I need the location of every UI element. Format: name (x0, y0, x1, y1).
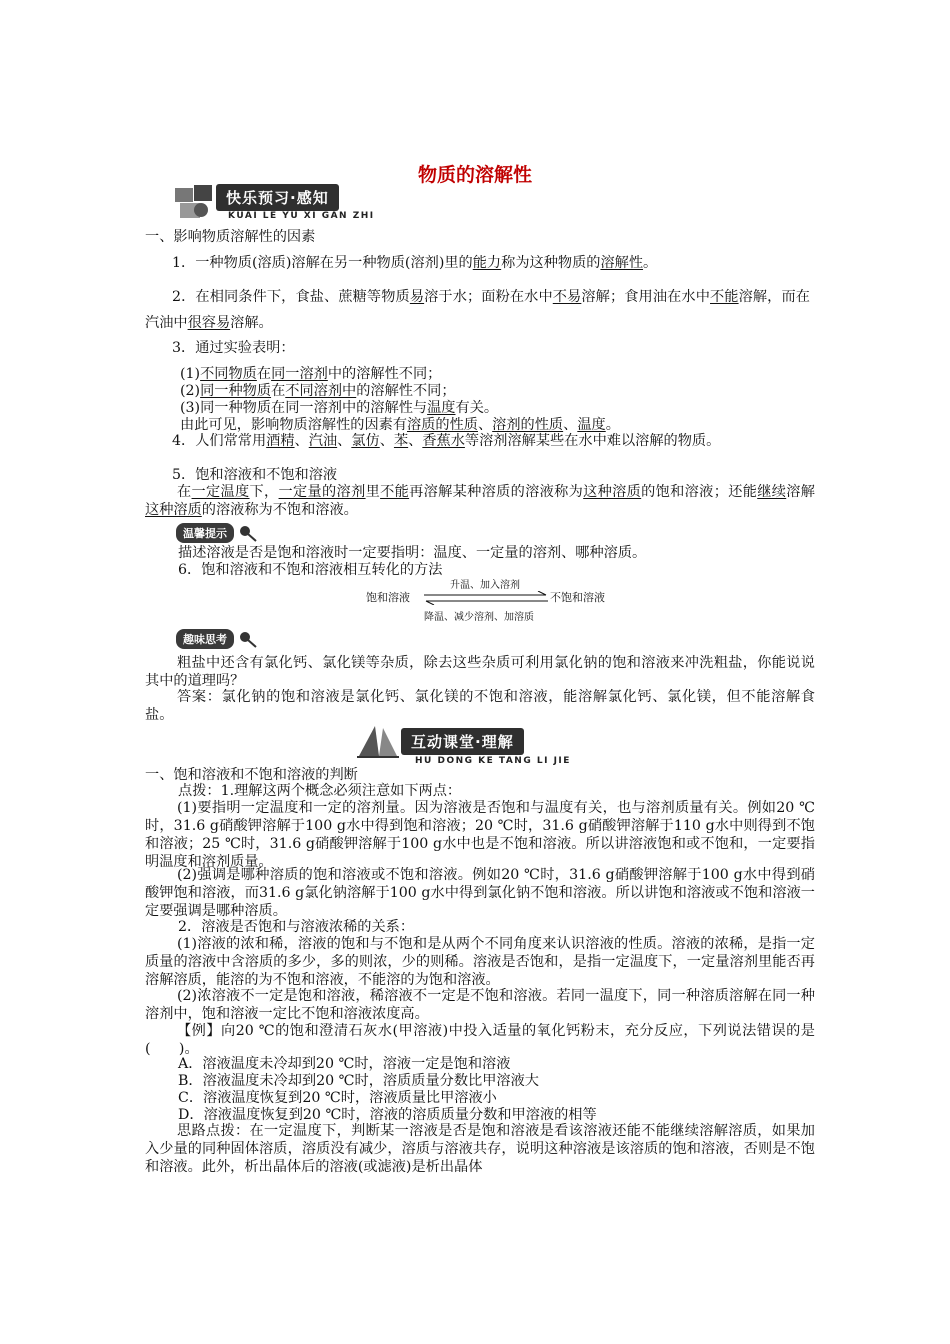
solution-hint: 思路点拨：在一定温度下，判断某一溶液是否是饱和溶液是看该溶液还能不能继续溶解溶质，如果加入少量的同种固体溶质，溶质没有减少，溶质与溶液共存，说明这种溶液是该溶质的饱和溶液，否则是不饱和溶液。此外，析出晶体后的溶液(或滤液)是析出晶体 (145, 1123, 815, 1175)
discussion-4: 2．溶液是否饱和与溶液浓稀的关系： (178, 919, 415, 935)
section-banner-classroom (355, 722, 605, 768)
answer-blank: 同一溶剂 (271, 366, 328, 382)
answer-blank: 香蕉水 (422, 433, 465, 449)
equilibrium-arrows-icon (422, 591, 550, 605)
answer-blank: 易 (409, 289, 425, 305)
pin-icon (237, 630, 259, 648)
answer-blank: 不同溶剂中 (285, 383, 357, 399)
tip-tag (176, 523, 259, 543)
paragraph-3c (180, 399, 850, 417)
discussion-2: (1)要指明一定温度和一定的溶剂量。因为溶液是否饱和与温度有关，也与溶剂质量有关。例如20 ℃时，31.6 g硝酸钾溶解于100 g水中得到饱和溶液；20 ℃时，31.6 g硝酸钾溶解于110 g水中则得到不饱和溶液；25 ℃时，31.6 g硝酸钾溶解于100 g水中也是不饱和溶液。所以讲溶液饱和或不饱和，一定要指明温度和溶剂质量。 (145, 800, 815, 870)
answer-blank: 氯仿 (351, 433, 380, 449)
text: 等溶剂溶解某些在水中难以溶解的物质。 (464, 433, 721, 449)
paragraph-5: 5．饱和溶液和不饱和溶液 (172, 467, 338, 483)
text: 溶解，而在汽油中 (145, 289, 810, 331)
answer-blank: 这种溶质 (583, 484, 642, 500)
answer-blank: 能力 (472, 255, 502, 271)
answer-blank: 酒精 (266, 433, 295, 449)
think-question: 粗盐中还含有氯化钙、氯化镁等杂质，除去这些杂质可利用氯化钠的饱和溶液来冲洗粗盐，你能说说其中的道理吗？ (145, 655, 815, 689)
think-tag (176, 629, 259, 649)
text: 1．一种物质(溶质)溶解在另一种物质(溶剂)里的 (172, 255, 473, 271)
answer-blank: 同一种物质 (200, 383, 272, 399)
text: 、 (563, 417, 578, 433)
text: 中的溶解性不同； (327, 366, 442, 382)
text: 、 (477, 417, 493, 433)
paragraph-3b (180, 382, 850, 400)
option-d: D．溶液温度恢复到20 ℃时，溶液的溶质质量分数和甲溶液的相等 (178, 1107, 597, 1123)
conversion-diagram (360, 573, 630, 623)
paragraph-2 (145, 284, 810, 336)
text: 、 (337, 433, 352, 449)
page-title: 物质的溶解性 (417, 164, 532, 186)
text: 里 (365, 484, 381, 500)
text: (1) (180, 366, 201, 382)
discussion-3: (2)强调是哪种溶质的饱和溶液或不饱和溶液。例如20 ℃时，31.6 g硝酸钾溶解于100 g水中得到硝酸钾饱和溶液，而31.6 g氯化钠溶解于100 g水中得到氯化钠不饱和溶液。所以讲饱和溶液或不饱和溶液一定要强调是哪种溶质。 (145, 867, 815, 919)
book-logo-icon (355, 722, 401, 762)
example-question: 【例】向20 ℃的饱和澄清石灰水(甲溶液)中投入适量的氧化钙粉末，充分反应，下列说法错误的是( )。 (145, 1023, 815, 1057)
think-answer: 答案：氯化钠的饱和溶液是氯化钙、氯化镁的不饱和溶液，能溶解氯化钙、氯化镁，但不能溶解食盐。 (145, 689, 815, 723)
section-heading: 一、饱和溶液和不饱和溶液的判断 (145, 767, 358, 783)
answer-blank: 不能 (380, 484, 410, 500)
text: 的饱和溶液；还能 (641, 484, 758, 500)
text: 、 (408, 433, 423, 449)
section-heading: 一、影响物质溶解性的因素 (145, 229, 316, 245)
text: 在 (271, 383, 286, 399)
option-a: A．溶液温度未冷却到20 ℃时，溶液一定是饱和溶液 (178, 1056, 511, 1072)
banner-pinyin: HU DONG KE TANG LI JIE (415, 756, 571, 766)
text: 。 (643, 255, 658, 271)
text: 由此可见，影响物质溶解性的因素有 (180, 417, 408, 433)
puzzle-logo-icon (172, 182, 218, 222)
answer-blank: 温度 (427, 400, 456, 416)
text: 2．在相同条件下，食盐、蔗糖等物质 (172, 289, 410, 305)
text: 的溶解性不同； (356, 383, 456, 399)
option-b: B．溶液温度未冷却到20 ℃时，溶质质量分数比甲溶液大 (178, 1073, 539, 1089)
text: 、 (379, 433, 394, 449)
answer-blank: 不同物质 (200, 366, 257, 382)
text: 在 (256, 366, 272, 382)
paragraph-3: 3．通过实验表明： (172, 340, 295, 356)
tip-text: 描述溶液是否是饱和溶液时一定要指明：温度、一定量的溶剂、哪种溶质。 (178, 545, 647, 561)
text: 有关。 (455, 400, 499, 416)
paragraph-4 (145, 432, 810, 450)
discussion-6: (2)浓溶液不一定是饱和溶液，稀溶液不一定是不饱和溶液。若同一温度下，同一种溶质溶解在同一种溶剂中，饱和溶液一定比不饱和溶液浓度高。 (145, 988, 815, 1022)
answer-blank: 继续 (757, 484, 787, 500)
text: (3)同一种物质在同一溶剂中的溶解性与 (180, 400, 428, 416)
text: 。 (605, 417, 620, 433)
section-banner-preview (172, 182, 402, 226)
paragraph-5a (145, 483, 815, 519)
diagram-left-label: 饱和溶液 (366, 591, 410, 604)
text: 溶于水；面粉在水中 (424, 289, 553, 305)
text: 溶解。 (230, 315, 273, 331)
text: 再溶解某种溶质的溶液称为 (409, 484, 584, 500)
think-tag-label: 趣味思考 (176, 629, 234, 649)
answer-blank: 不能 (710, 289, 739, 305)
banner-pinyin: KUAI LE YU XI GAN ZHI (228, 211, 375, 221)
text: 4．人们常常用 (172, 433, 267, 449)
answer-blank: 苯 (393, 433, 409, 449)
banner-label: 互动课堂·理解 (401, 728, 524, 755)
answer-blank: 这种溶质 (145, 502, 202, 518)
diagram-right-label: 不饱和溶液 (550, 591, 605, 604)
answer-blank: 溶质的性质 (407, 417, 478, 433)
answer-blank: 汽油 (308, 433, 338, 449)
answer-blank: 一定量的溶剂 (278, 484, 366, 500)
answer-blank: 不易 (552, 289, 582, 305)
answer-blank: 溶解性 (600, 255, 644, 271)
answer-blank: 一定温度 (191, 484, 250, 500)
paragraph-1 (172, 254, 842, 272)
answer-blank: 很容易 (187, 315, 231, 331)
option-c: C．溶液温度恢复到20 ℃时，溶液质量比甲溶液小 (178, 1090, 497, 1106)
text: 在 (177, 484, 192, 500)
banner-label: 快乐预习·感知 (216, 184, 339, 211)
text: 称为这种物质的 (501, 255, 601, 271)
text: 下， (249, 484, 279, 500)
diagram-top-label: 升温、加入溶剂 (450, 580, 520, 591)
discussion-5: (1)溶液的浓和稀，溶液的饱和与不饱和是从两个不同角度来认识溶液的性质。溶液的浓稀，是指一定质量的溶液中含溶质的多少，多的则浓，少的则稀。溶液是否饱和，是指一定温度下，一定量溶剂里能否再溶解溶质，能溶的为不饱和溶液，不能溶的为饱和溶液。 (145, 936, 815, 988)
discussion-1: 点拨：1.理解这两个概念必须注意如下两点： (178, 783, 462, 799)
text: 、 (294, 433, 309, 449)
text: 溶解 (786, 484, 815, 500)
tip-tag-label: 温馨提示 (176, 523, 234, 543)
text: 的溶液称为不饱和溶液。 (201, 502, 358, 518)
answer-blank: 溶剂的性质 (492, 417, 564, 433)
paragraph-3a (180, 365, 850, 383)
answer-blank: 温度 (577, 417, 606, 433)
text: 溶解；食用油在水中 (581, 289, 710, 305)
pin-icon (237, 524, 259, 542)
diagram-bottom-label: 降温、减少溶剂、加溶质 (424, 612, 534, 623)
text: (2) (180, 383, 201, 399)
paragraph-6: 6．饱和溶液和不饱和溶液相互转化的方法 (178, 562, 443, 578)
